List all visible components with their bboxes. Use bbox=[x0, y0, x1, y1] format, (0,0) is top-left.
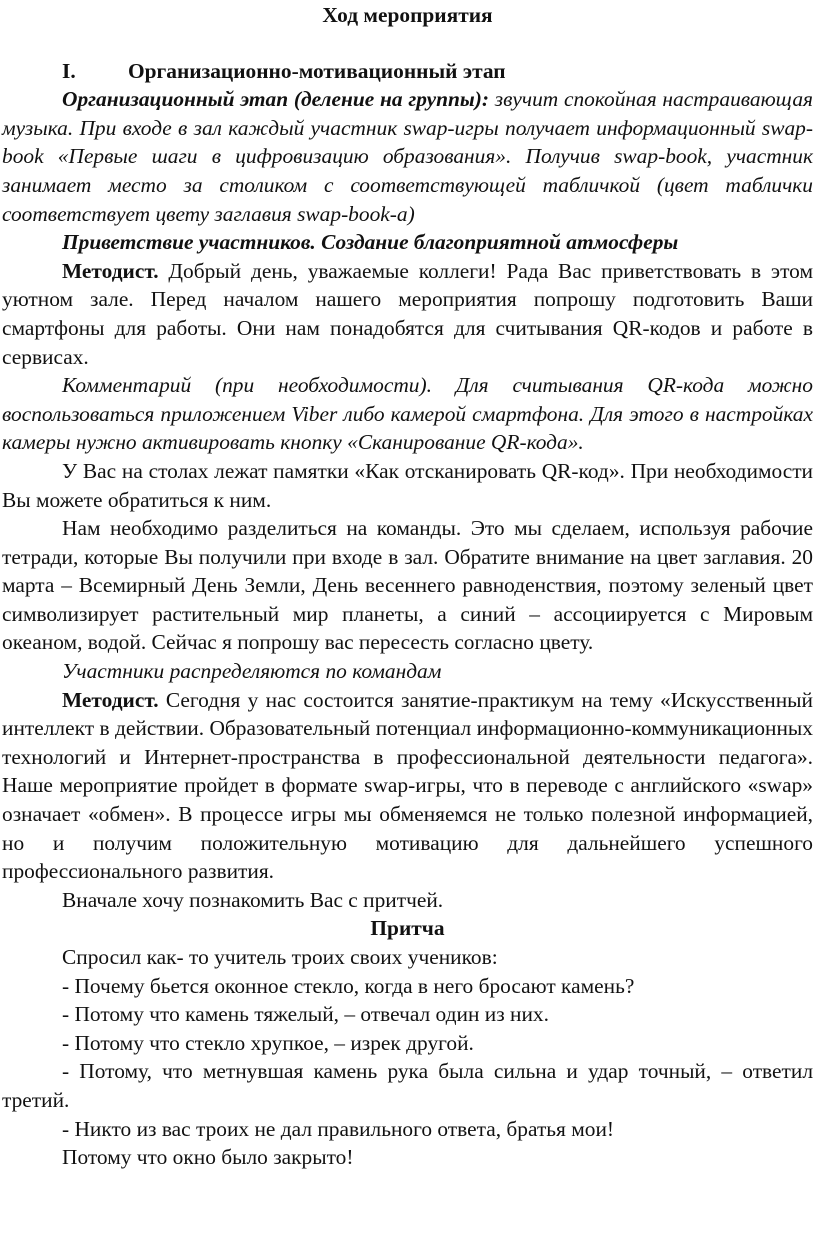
parable-line: - Потому что камень тяжелый, – отвечал один из них. bbox=[62, 1002, 549, 1027]
paragraph-text: Добрый день, уважаемые коллеги! Рада Вас приветствовать в этом уютном зале. Перед началом нашего мероприятия попрошу подготовить Ваши смартфоны для работы. Они нам понадобятся для считывания QR-кодов и работе в сервисах. bbox=[2, 258, 813, 369]
parable-line: - Потому что стекло хрупкое, – изрек другой. bbox=[62, 1030, 474, 1055]
parable-title: Притча bbox=[370, 916, 445, 941]
page-title: Ход мероприятия bbox=[322, 3, 493, 27]
parable-line: Потому что окно было закрыто! bbox=[62, 1145, 354, 1170]
paragraph-comment: Комментарий (при необходимости). Для считывания QR-кода можно воспользоваться приложением Viber либо камерой смартфона. Для этого в настройках камеры нужно активировать кнопку «Сканирование QR-кода». bbox=[2, 373, 813, 455]
paragraph-lead: Организационный этап (деление на группы): bbox=[62, 87, 490, 112]
parable-line: - Потому, что метнувшая камень рука была сильна и удар точный, – ответил третий. bbox=[2, 1059, 813, 1112]
parable-line: Спросил как- то учитель троих своих учеников: bbox=[62, 945, 498, 969]
paragraph-text: Сегодня у нас состоится занятие-практикум на тему «Искусственный интеллект в действии. Образовательный потенциал информационно-коммуникационных технологий и Интернет-пространства в профессиональной деятельности педагога». Наше мероприятие пройдет в формате swap-игры, что в переводе с английского «swap» означает «обмен». В процессе игры мы обменяемся не только полезной информацией, но и получим положительную мотивацию для дальнейшего успешного профессионального развития. bbox=[2, 687, 813, 884]
paragraph-memos: У Вас на столах лежат памятки «Как отсканировать QR-код». При необходимости Вы можете обратиться к ним. bbox=[2, 458, 813, 512]
paragraph-teams: Нам необходимо разделиться на команды. Это мы сделаем, используя рабочие тетради, которые Вы получили при входе в зал. Обратите внимание на цвет заглавия. 20 марта – Всемирный День Земли, День весеннего равноденствия, поэтому зеленый цвет символизирует растительный мир планеты, а синий – ассоциируется с Мировым океаном, водой. Сейчас я попрошу вас пересесть согласно цвету. bbox=[2, 516, 813, 655]
section-title: Организационно-мотивационный этап bbox=[128, 58, 506, 83]
section-number: I. bbox=[62, 58, 76, 83]
section-heading bbox=[2, 57, 813, 86]
paragraph-methodist-topic bbox=[2, 686, 813, 886]
speaker-label: Методист. bbox=[62, 258, 159, 283]
paragraph-text: звучит спокойная настраивающая музыка. При входе в зал каждый участник swap-игры получает информационный swap-book «Первые шаги в цифровизацию образования». Получив swap-book, участник занимает место за столиком с соответствующей табличкой (цвет таблички соответствует цвету заглавия swap-book-а) bbox=[2, 87, 813, 226]
paragraph-organizational-stage bbox=[2, 85, 813, 228]
paragraph-distribution-note: Участники распределяются по командам bbox=[62, 659, 442, 684]
speaker-label: Методист. bbox=[62, 687, 159, 712]
parable-line: - Никто из вас троих не дал правильного ответа, братья мои! bbox=[62, 1116, 615, 1141]
paragraph-methodist-greeting bbox=[2, 257, 813, 371]
subheading-greeting: Приветствие участников. Создание благоприятной атмосферы bbox=[62, 230, 679, 255]
paragraph-parable-intro: Вначале хочу познакомить Вас с притчей. bbox=[62, 887, 444, 912]
parable-line: - Почему бьется оконное стекло, когда в него бросают камень? bbox=[62, 973, 635, 998]
